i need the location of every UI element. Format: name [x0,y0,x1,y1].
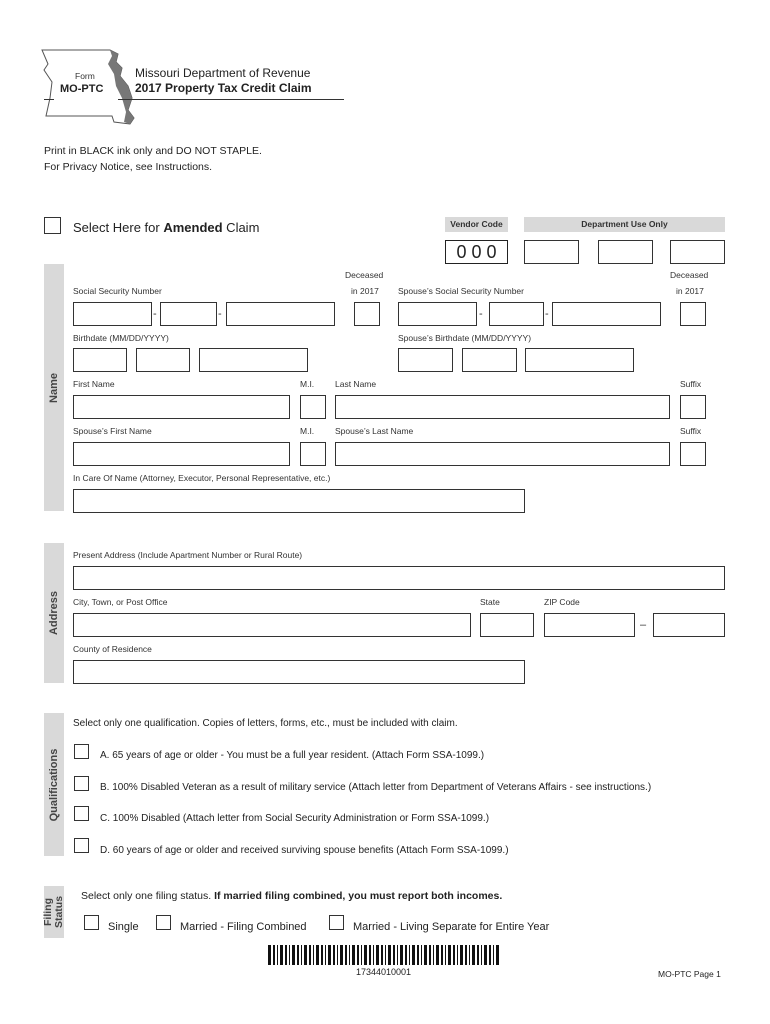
birthdate-month[interactable] [73,348,127,372]
mi-input[interactable] [300,395,326,419]
qualification-d-label: D. 60 years of age or older and received surviving spouse benefits (Attach Form SSA-1099.) [100,845,509,856]
instruction-line-2: For Privacy Notice, see Instructions. [44,161,213,173]
deceased-checkbox[interactable] [354,302,380,326]
qualification-d-checkbox[interactable] [74,838,89,853]
amended-claim-label: Select Here for Amended Claim [73,220,260,235]
spouse-birthdate-year[interactable] [525,348,634,372]
barcode [268,945,502,965]
ssn-dash-2: - [218,308,222,320]
instruction-line-1: Print in BLACK ink only and DO NOT STAPLE. [44,145,262,157]
deceased-year-label: in 2017 [351,286,379,296]
ssn-part-1[interactable] [73,302,152,326]
filing-status-sidebar-line1: Filing [42,898,54,926]
spouse-suffix-input[interactable] [680,442,706,466]
filing-separate-label: Married - Living Separate for Entire Year [353,921,550,933]
spouse-birthdate-label: Spouse’s Birthdate (MM/DD/YYYY) [398,333,532,343]
filing-status-sidebar [44,886,64,938]
last-name-label: Last Name [335,379,377,389]
filing-combined-checkbox[interactable] [156,915,171,930]
mi-label: M.I. [300,379,315,389]
state-input[interactable] [480,613,534,637]
state-label: State [480,597,500,607]
spouse-first-name-label: Spouse’s First Name [73,426,152,436]
spouse-mi-label: M.I. [300,426,315,436]
county-label: County of Residence [73,644,152,654]
suffix-input[interactable] [680,395,706,419]
address-section-sidebar: Address [44,543,64,683]
qualification-c-label: C. 100% Disabled (Attach letter from Social Security Administration or Form SSA-1099.) [100,813,490,824]
spouse-last-name-label: Spouse’s Last Name [335,426,414,436]
spouse-ssn-dash-2: - [545,308,549,320]
present-address-input[interactable] [73,566,725,590]
ssn-part-2[interactable] [160,302,217,326]
care-of-label: In Care Of Name (Attorney, Executor, Personal Representative, etc.) [73,473,331,483]
county-input[interactable] [73,660,525,684]
qualification-a-label: A. 65 years of age or older - You must be a full year resident. (Attach Form SSA-1099.) [100,750,485,761]
spouse-ssn-dash-1: - [479,308,483,320]
birthdate-label: Birthdate (MM/DD/YYYY) [73,333,169,343]
spouse-deceased-label: Deceased [670,270,709,280]
qualifications-instruction: Select only one qualification. Copies of letters, forms, etc., must be included with claim. [73,718,458,729]
spouse-mi-input[interactable] [300,442,326,466]
qualification-b-checkbox[interactable] [74,776,89,791]
zip-label: ZIP Code [544,597,580,607]
first-name-input[interactable] [73,395,290,419]
filing-single-checkbox[interactable] [84,915,99,930]
spouse-deceased-year-label: in 2017 [676,286,704,296]
ssn-label: Social Security Number [73,286,162,296]
amended-claim-checkbox[interactable] [44,217,61,234]
zip-plus4-input[interactable] [653,613,725,637]
ssn-part-3[interactable] [226,302,335,326]
city-label: City, Town, or Post Office [73,597,168,607]
birthdate-day[interactable] [136,348,190,372]
city-input[interactable] [73,613,471,637]
present-address-label: Present Address (Include Apartment Number or Rural Route) [73,550,303,560]
qualification-c-checkbox[interactable] [74,806,89,821]
care-of-input[interactable] [73,489,525,513]
page-number: MO-PTC Page 1 [658,969,721,979]
page-title: 2017 Property Tax Credit Claim [135,81,312,95]
department-name: Missouri Department of Revenue [135,66,311,80]
form-code-underline [44,99,54,100]
filing-single-label: Single [108,921,139,933]
spouse-deceased-checkbox[interactable] [680,302,706,326]
form-label: Form [75,71,95,81]
zip-input[interactable] [544,613,635,637]
ssn-dash-1: - [153,308,157,320]
spouse-birthdate-day[interactable] [462,348,517,372]
suffix-label: Suffix [680,379,702,389]
title-underline [118,99,344,100]
barcode-number: 17344010001 [356,967,412,977]
department-use-box-1 [524,240,579,264]
department-use-box-2 [598,240,653,264]
spouse-ssn-part-1[interactable] [398,302,477,326]
spouse-ssn-part-2[interactable] [489,302,544,326]
spouse-ssn-part-3[interactable] [552,302,661,326]
qualification-a-checkbox[interactable] [74,744,89,759]
filing-separate-checkbox[interactable] [329,915,344,930]
department-use-box-3 [670,240,725,264]
qualification-b-label: B. 100% Disabled Veteran as a result of military service (Attach letter from Department of Veterans Affairs - see instructions.) [100,782,652,793]
name-section-sidebar: Name [44,264,64,511]
filing-status-instruction: Select only one filing status. If married filing combined, you must report both incomes. [81,890,503,902]
zip-dash: – [640,619,647,631]
spouse-ssn-label: Spouse’s Social Security Number [398,286,524,296]
form-code: MO-PTC [60,83,104,95]
spouse-first-name-input[interactable] [73,442,290,466]
filing-status-sidebar-line2: Status [53,895,65,929]
spouse-suffix-label: Suffix [680,426,702,436]
filing-combined-label: Married - Filing Combined [180,921,307,933]
spouse-last-name-input[interactable] [335,442,670,466]
department-use-header: Department Use Only [524,217,725,232]
vendor-code-header: Vendor Code [445,217,508,232]
vendor-code-field[interactable]: 0 0 0 [445,240,508,264]
deceased-label: Deceased [345,270,384,280]
last-name-input[interactable] [335,395,670,419]
qualifications-section-sidebar: Qualifications [44,713,64,856]
spouse-birthdate-month[interactable] [398,348,453,372]
birthdate-year[interactable] [199,348,308,372]
first-name-label: First Name [73,379,115,389]
